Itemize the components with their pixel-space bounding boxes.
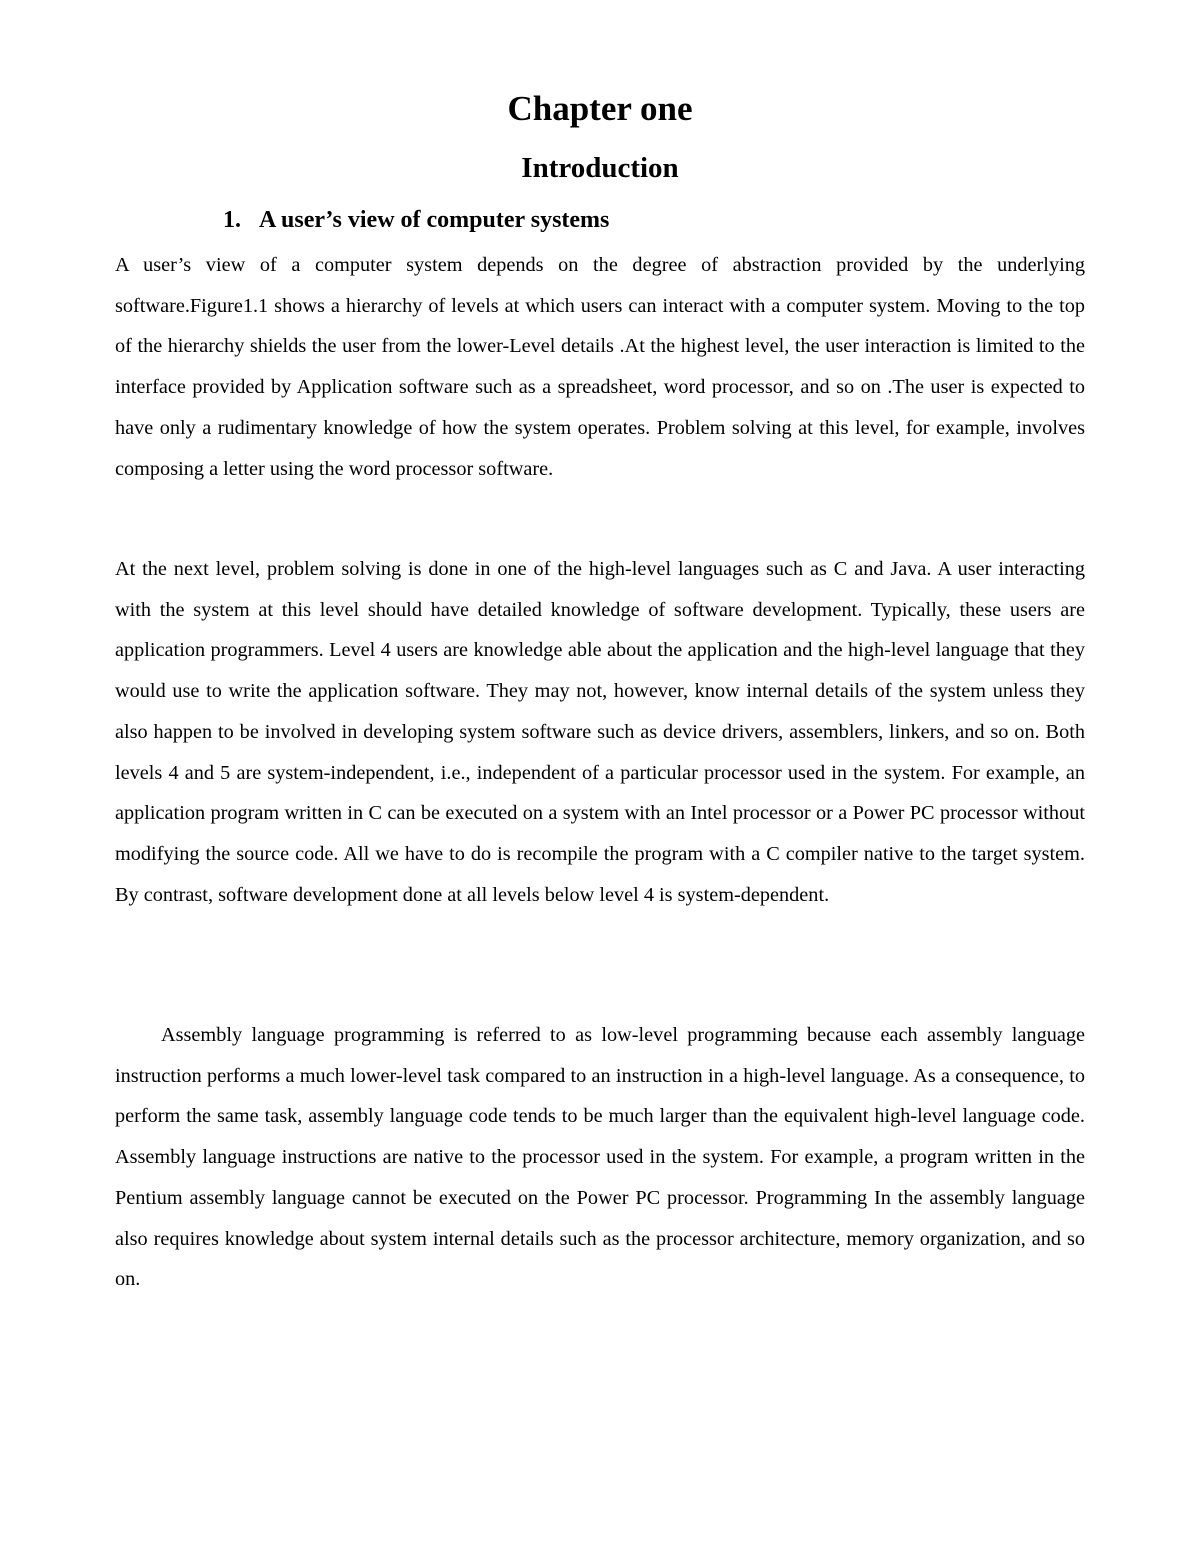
body-paragraph: At the next level, problem solving is done in one of the high-level languages such as C and Java. A user interacting with the system at this level should have detailed knowledge of software development. Typically, these users are application programmers. Level 4 users are knowledge able about the application and the high-level language that they would use to write the application software. They may not, however, know internal details of the system unless they also happen to be involved in developing system software such as device drivers, assemblers, linkers, and so on. Both levels 4 and 5 are system-independent, i.e., independent of a particular processor used in the system. For example, an application program written in C can be executed on a system with an Intel processor or a Power PC processor without modifying the source code. All we have to do is recompile the program with a C compiler native to the target system. By contrast, software development done at all levels below level 4 is system-dependent.: [115, 558, 1085, 906]
subsection-heading: [223, 202, 609, 238]
subsection-number: 1.: [223, 207, 241, 233]
body-paragraph: Assembly language programming is referred to as low-level programming because each assembly language instruction performs a much lower-level task compared to an instruction in a high-level language. As a consequence, to perform the same task, assembly language code tends to be much larger than the equivalent high-level language code. Assembly language instructions are native to the processor used in the system. For example, a program written in the Pentium assembly language cannot be executed on the Power PC processor. Programming In the assembly language also requires knowledge about system internal details such as the processor architecture, memory organization, and so on.: [115, 1024, 1085, 1291]
chapter-title: Chapter one: [507, 89, 693, 128]
subsection-title: A user’s view of computer systems: [259, 207, 610, 233]
body-paragraph: A user’s view of a computer system depends on the degree of abstraction provided by the underlying software.Figure1.1 shows a hierarchy of levels at which users can interact with a computer system. Moving to the top of the hierarchy shields the user from the lower-Level details .At the highest level, the user interaction is limited to the interface provided by Application software such as a spreadsheet, word processor, and so on .The user is expected to have only a rudimentary knowledge of how the system operates. Problem solving at this level, for example, involves composing a letter using the word processor software.: [115, 254, 1085, 480]
section-title: Introduction: [521, 152, 679, 184]
